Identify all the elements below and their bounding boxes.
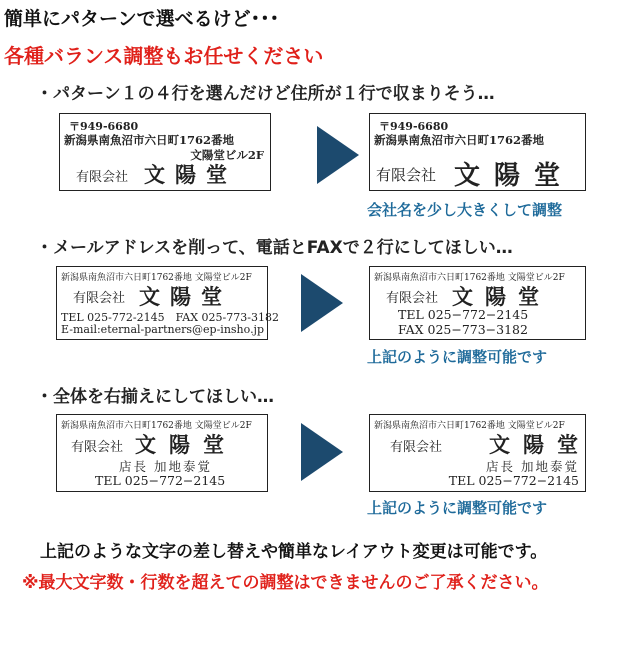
stamp-tel: TEL 025−772−2145 — [398, 307, 529, 322]
stamp-company-name: 文陽堂 — [139, 284, 232, 309]
stamp-fax: FAX 025−773−3182 — [398, 322, 528, 337]
stamp-before-2 — [56, 266, 279, 340]
stamp-after-1 — [369, 113, 586, 191]
arrow-right-icon — [301, 274, 343, 332]
arrow-right-icon — [317, 126, 359, 184]
stamp-company-name: 文陽堂 — [452, 284, 551, 309]
stamp-tel: TEL 025−772−2145 — [448, 473, 579, 488]
stamp-zip: 〒949-6680 — [69, 120, 139, 133]
stamp-address: 新潟県南魚沼市六日町1762番地 文陽堂ビル2F — [61, 421, 252, 431]
stamp-manager: 店長 加地泰覚 — [486, 459, 579, 474]
stamp-company-name: 文陽堂 — [144, 162, 237, 187]
footer-text: 上記のような文字の差し替えや簡単なレイアウト変更は可能です。 — [40, 542, 548, 562]
stamp-company-prefix: 有限会社 — [390, 440, 443, 455]
stamp-tel: TEL 025−772−2145 — [95, 473, 226, 488]
stamp-building: 文陽堂ビル2F — [190, 148, 264, 162]
adjust-note: 会社名を少し大きくして調整 — [367, 201, 563, 219]
stamp-manager: 店長 加地泰覚 — [119, 459, 212, 474]
footer-warning: ※最大文字数・行数を超えての調整はできませんのご了承ください。 — [22, 573, 549, 593]
stamp-before-3 — [56, 414, 268, 492]
stamp-address: 新潟県南魚沼市六日町1762番地 — [374, 133, 545, 147]
stamp-address: 新潟県南魚沼市六日町1762番地 文陽堂ビル2F — [374, 421, 565, 431]
section-2-title: ・メールアドレスを削って、電話とFAXで２行にしてほしい… — [36, 238, 513, 258]
stamp-company-name: 文陽堂 — [454, 161, 575, 191]
stamp-address: 新潟県南魚沼市六日町1762番地 文陽堂ビル2F — [61, 273, 252, 283]
stamp-company-name: 文陽堂 — [489, 432, 591, 457]
stamp-company-prefix: 有限会社 — [71, 440, 124, 455]
stamp-company-name: 文陽堂 — [135, 432, 237, 457]
stamp-before-1 — [59, 113, 271, 191]
stamp-zip: 〒949-6680 — [379, 120, 449, 133]
stamp-after-2 — [369, 266, 586, 340]
section-3-title: ・全体を右揃えにしてほしい… — [36, 387, 274, 407]
arrow-right-icon — [301, 423, 343, 481]
section-1-title: ・パターン１の４行を選んだけど住所が１行で収まりそう… — [36, 84, 495, 104]
stamp-after-3 — [369, 414, 591, 492]
stamp-address: 新潟県南魚沼市六日町1762番地 文陽堂ビル2F — [374, 273, 565, 283]
stamp-email: E-mail:eternal-partners@ep-insho.jp — [61, 323, 265, 336]
adjust-note: 上記のように調整可能です — [367, 348, 548, 366]
stamp-company-prefix: 有限会社 — [376, 166, 437, 184]
stamp-company-prefix: 有限会社 — [73, 291, 126, 306]
stamp-tel-fax: TEL 025-772-2145 FAX 025-773-3182 — [61, 311, 279, 324]
stamp-company-prefix: 有限会社 — [76, 170, 129, 185]
adjust-note: 上記のように調整可能です — [367, 499, 548, 517]
page-subheading: 各種バランス調整もお任せください — [4, 44, 324, 68]
stamp-company-prefix: 有限会社 — [386, 291, 439, 306]
page-heading: 簡単にパターンで選べるけど･･･ — [4, 8, 280, 30]
stamp-address: 新潟県南魚沼市六日町1762番地 — [64, 133, 235, 147]
